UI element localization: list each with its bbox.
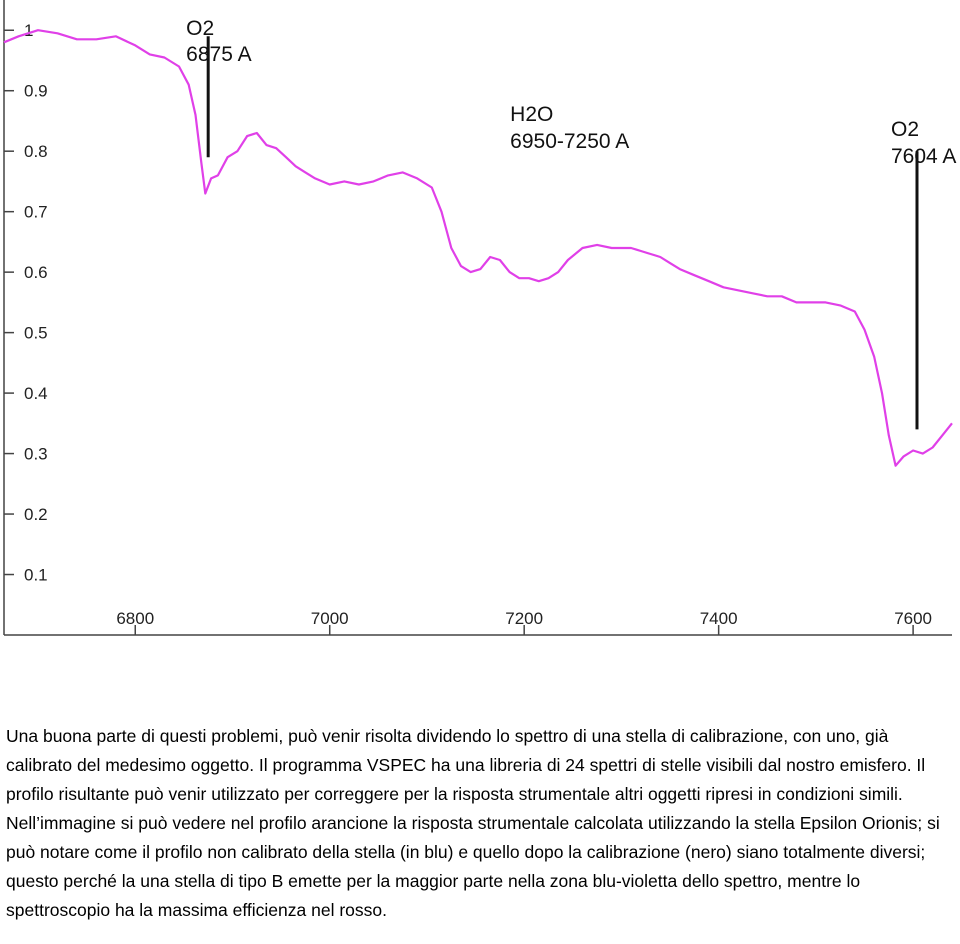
annotation-label: O2 (186, 17, 215, 40)
y-tick-label: 0.2 (24, 505, 48, 525)
caption-text (6, 722, 951, 925)
y-tick-label: 0.9 (24, 81, 48, 101)
y-tick-label: 0.1 (24, 565, 48, 585)
x-tick-label: 6800 (116, 609, 155, 628)
axes (4, 0, 952, 635)
x-tick-label: 7200 (505, 609, 544, 628)
y-tick-label: 0.3 (24, 444, 48, 464)
caption-paragraph-1: Una buona parte di questi problemi, può venir risolta dividendo lo spettro di una stella di calibrazione, con uno, già calibrato del medesimo oggetto. Il programma VSPEC ha una libreria di 24 spettri di stelle visibili dal nostro emisfero. Il profilo risultante può venir utilizzato per correggere per la risposta strumentale altri oggetti ripresi in condizioni simili. (6, 726, 926, 804)
x-tick-label: 7600 (894, 609, 933, 628)
y-tick-label: 0.8 (24, 142, 48, 162)
y-tick-label: 1 (24, 21, 34, 41)
y-ticks (4, 21, 48, 584)
annotation-label: O2 (890, 118, 920, 141)
x-tick-label: 7000 (310, 609, 349, 628)
y-tick-label: 0.4 (24, 384, 48, 404)
x-tick-label: 7400 (699, 609, 738, 628)
series-group (4, 30, 952, 466)
y-tick-label: 0.7 (24, 202, 48, 222)
spectrum-line (4, 30, 952, 466)
y-tick-label: 0.5 (24, 323, 48, 343)
y-tick-label: 0.6 (24, 263, 48, 283)
x-ticks (116, 609, 932, 635)
annotations (186, 17, 956, 429)
annotation-label: H2O (510, 103, 554, 126)
annotation-sublabel: 6875 A (186, 43, 252, 66)
annotation-sublabel: 6950-7250 A (510, 130, 630, 153)
caption-paragraph-2: Nell’immagine si può vedere nel profilo arancione la risposta strumentale calcolata utilizzando la stella Epsilon Orionis; si può notare come il profilo non calibrato della stella (in blu) e quello dopo la calibrazione (nero) siano totalmente diversi; questo perché la una stella di tipo B emette per la maggior parte nella zona blu-violetta dello spettro, mentre lo spettroscopio ha la massima efficienza nel rosso. (6, 813, 940, 920)
annotation-sublabel: 7604 A (890, 145, 957, 168)
